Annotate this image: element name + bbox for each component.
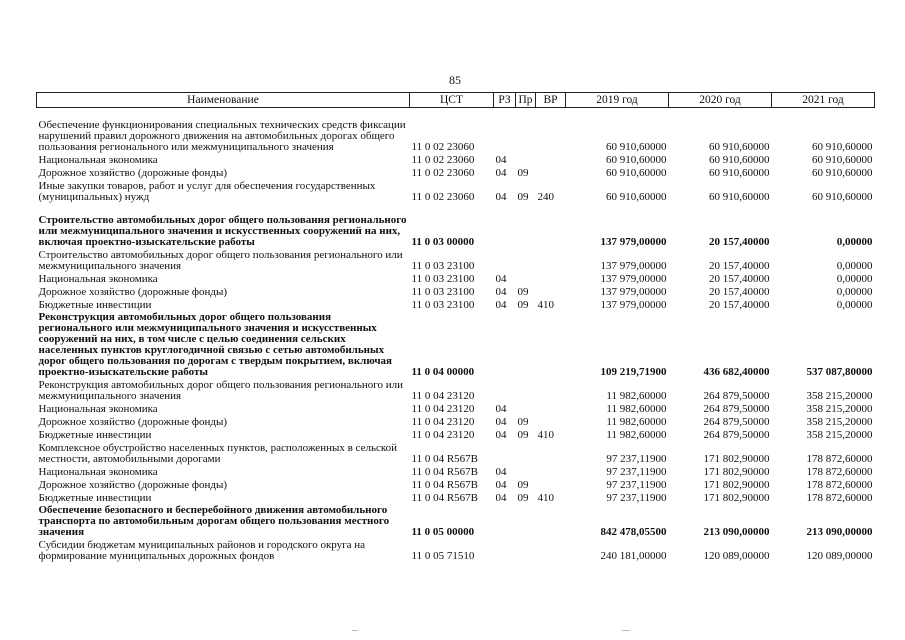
row-vr	[536, 378, 566, 402]
row-cst: 11 0 04 R567B	[411, 479, 479, 491]
row-name: Дорожное хозяйство (дорожные фонды)	[38, 167, 228, 179]
row-2021: 0,00000	[836, 286, 873, 298]
budget-table	[36, 92, 875, 562]
row-name: Строительство автомобильных дорог общего пользования регионального или межмуниципального значения и искусственных сооружений на них, включая проектно-изыскательские работы	[38, 214, 407, 248]
row-pr	[516, 272, 536, 285]
scan-mark	[352, 630, 358, 631]
row-rz: 04	[495, 466, 507, 478]
row-2021: 358 215,20000	[806, 403, 873, 415]
row-2021: 537 087,80000	[806, 366, 873, 378]
row-2021: 358 215,20000	[806, 429, 873, 441]
row-2020: 264 879,50000	[703, 416, 770, 428]
row-rz: 04	[495, 299, 507, 311]
table-row	[37, 153, 875, 166]
row-cst: 11 0 03 23100	[411, 273, 475, 285]
row-name: Реконструкция автомобильных дорог общего пользования регионального или межмуниципального значения	[38, 379, 403, 402]
row-vr: 410	[537, 299, 554, 311]
row-2021: 358 215,20000	[806, 416, 873, 428]
row-rz: 04	[495, 286, 507, 298]
table-header-row	[37, 93, 875, 108]
row-2019: 60 910,60000	[606, 167, 667, 179]
row-name: Строительство автомобильных дорог общего пользования регионального или межмуниципального значения	[38, 249, 403, 272]
row-vr	[536, 153, 566, 166]
row-2020: 20 157,40000	[709, 286, 770, 298]
table-row	[37, 298, 875, 311]
row-vr	[536, 166, 566, 179]
row-vr	[536, 108, 566, 154]
row-name: Дорожное хозяйство (дорожные фонды)	[38, 286, 228, 298]
header-pr: Пр	[516, 93, 536, 108]
row-rz: 04	[495, 403, 507, 415]
row-2021: 60 910,60000	[812, 167, 873, 179]
row-2020: 20 157,40000	[709, 260, 770, 272]
row-rz	[494, 248, 516, 272]
row-rz: 04	[495, 273, 507, 285]
header-2021: 2021 год	[772, 93, 875, 108]
table-row	[37, 272, 875, 285]
row-vr	[536, 272, 566, 285]
row-cst: 11 0 03 23100	[411, 260, 475, 272]
row-cst: 11 0 04 23120	[411, 403, 475, 415]
row-name: Национальная экономика	[38, 154, 158, 166]
row-name: Обеспечение функционирования специальных технических средств фиксации нарушений правил дорожного движения на автомобильных дорогах общего пользования регионального или межмуниципального значения	[38, 119, 406, 153]
header-vr: ВР	[536, 93, 566, 108]
table-row	[37, 478, 875, 491]
row-name: Национальная экономика	[38, 273, 158, 285]
row-2019: 60 910,60000	[606, 154, 667, 166]
table-row	[37, 465, 875, 478]
row-2020: 264 879,50000	[703, 390, 770, 402]
row-rz	[494, 108, 516, 154]
row-2019: 11 982,60000	[606, 390, 667, 402]
row-2021: 60 910,60000	[812, 191, 873, 203]
row-2021: 120 089,00000	[806, 550, 873, 562]
row-pr	[516, 465, 536, 478]
header-rz: РЗ	[494, 93, 516, 108]
row-pr	[516, 538, 536, 562]
row-cst: 11 0 02 23060	[411, 154, 475, 166]
row-pr: 09	[517, 191, 529, 203]
row-cst: 11 0 03 23100	[411, 299, 475, 311]
row-rz: 04	[495, 429, 507, 441]
row-name: Реконструкция автомобильных дорог общего пользования регионального или межмуниципального значения и искусственных сооружений на них, в том числе с целью соединения сельских населенных пунктов круглогодичной связью с сетью автомобильных дорог общего пользования по дорогам с твердым покрытием, включая проектно-изыскательские работы	[38, 311, 392, 378]
row-2019: 60 910,60000	[606, 141, 667, 153]
row-rz: 04	[495, 191, 507, 203]
row-2019: 97 237,11900	[606, 466, 667, 478]
row-2021: 60 910,60000	[812, 154, 873, 166]
row-2021: 178 872,60000	[806, 466, 873, 478]
table-row	[37, 441, 875, 465]
row-2019: 137 979,00000	[600, 260, 667, 272]
row-2020: 60 910,60000	[709, 167, 770, 179]
row-vr	[536, 504, 566, 538]
row-2021: 0,00000	[836, 236, 873, 248]
row-rz	[494, 311, 516, 378]
row-name: Субсидии бюджетам муниципальных районов и городского округа на формирование муниципальных дорожных фондов	[38, 539, 366, 562]
row-2020: 171 802,90000	[703, 479, 770, 491]
row-cst: 11 0 05 00000	[411, 526, 475, 538]
row-pr: 09	[517, 286, 529, 298]
row-2019: 137 979,00000	[600, 273, 667, 285]
row-cst: 11 0 02 23060	[411, 191, 475, 203]
row-2019: 11 982,60000	[606, 416, 667, 428]
row-pr: 09	[517, 429, 529, 441]
row-2020: 171 802,90000	[703, 492, 770, 504]
row-pr: 09	[517, 167, 529, 179]
table-row	[37, 491, 875, 504]
row-name: Бюджетные инвестиции	[38, 429, 152, 441]
row-name: Бюджетные инвестиции	[38, 492, 152, 504]
row-pr: 09	[517, 492, 529, 504]
row-pr	[516, 504, 536, 538]
row-name: Дорожное хозяйство (дорожные фонды)	[38, 416, 228, 428]
header-2020: 2020 год	[669, 93, 772, 108]
scan-mark	[622, 630, 630, 631]
row-pr: 09	[517, 299, 529, 311]
row-pr	[516, 153, 536, 166]
row-rz	[494, 378, 516, 402]
row-vr: 410	[537, 492, 554, 504]
row-2020: 120 089,00000	[703, 550, 770, 562]
row-2020: 171 802,90000	[703, 453, 770, 465]
row-2020: 20 157,40000	[709, 299, 770, 311]
row-2021: 0,00000	[836, 260, 873, 272]
row-2019: 842 478,05500	[600, 526, 667, 538]
table-row	[37, 248, 875, 272]
row-2020: 264 879,50000	[703, 429, 770, 441]
row-2020: 60 910,60000	[709, 191, 770, 203]
row-vr	[536, 248, 566, 272]
row-2019: 11 982,60000	[606, 403, 667, 415]
row-2020: 60 910,60000	[709, 154, 770, 166]
row-name: Национальная экономика	[38, 466, 158, 478]
row-vr	[536, 415, 566, 428]
header-name: Наименование	[37, 93, 410, 108]
page-number: 85	[449, 73, 461, 87]
row-cst: 11 0 04 R567B	[411, 492, 479, 504]
table-row	[37, 415, 875, 428]
row-2021: 178 872,60000	[806, 479, 873, 491]
row-rz: 04	[495, 479, 507, 491]
row-rz: 04	[495, 416, 507, 428]
row-cst: 11 0 04 23120	[411, 390, 475, 402]
row-2021: 178 872,60000	[806, 492, 873, 504]
row-cst: 11 0 04 00000	[411, 366, 475, 378]
row-rz: 04	[495, 154, 507, 166]
row-cst: 11 0 05 71510	[411, 550, 475, 562]
table-row	[37, 311, 875, 378]
row-vr: 240	[537, 191, 554, 203]
row-rz: 04	[495, 167, 507, 179]
table-row	[37, 179, 875, 203]
row-pr	[516, 311, 536, 378]
row-2020: 60 910,60000	[709, 141, 770, 153]
row-2019: 97 237,11900	[606, 479, 667, 491]
row-2020: 213 090,00000	[703, 526, 770, 538]
row-rz	[494, 504, 516, 538]
row-2021: 60 910,60000	[812, 141, 873, 153]
row-pr	[516, 441, 536, 465]
row-name: Иные закупки товаров, работ и услуг для обеспечения государственных (муниципальных) нужд	[38, 180, 376, 203]
row-2019: 109 219,71900	[600, 366, 667, 378]
row-2019: 137 979,00000	[600, 286, 667, 298]
row-cst: 11 0 02 23060	[411, 141, 475, 153]
table-row	[37, 285, 875, 298]
row-pr	[516, 248, 536, 272]
table-row	[37, 428, 875, 441]
row-vr	[536, 465, 566, 478]
row-pr	[516, 402, 536, 415]
row-rz: 04	[495, 492, 507, 504]
row-2021: 0,00000	[836, 273, 873, 285]
row-2019: 137 979,00000	[600, 299, 667, 311]
row-vr: 410	[537, 429, 554, 441]
row-pr	[516, 203, 536, 248]
row-2021: 358 215,20000	[806, 390, 873, 402]
row-2019: 240 181,00000	[600, 550, 667, 562]
row-2021: 213 090,00000	[806, 526, 873, 538]
row-2021: 0,00000	[836, 299, 873, 311]
row-2020: 20 157,40000	[709, 236, 770, 248]
row-name: Обеспечение безопасного и бесперебойного движения автомобильного транспорта по автомобильным дорогам общего пользования местного значения	[38, 504, 390, 538]
row-vr	[536, 402, 566, 415]
row-2019: 97 237,11900	[606, 453, 667, 465]
row-name: Комплексное обустройство населенных пунктов, расположенных в сельской местности, автомобильными дорогами	[38, 442, 398, 465]
row-rz	[494, 203, 516, 248]
table-row	[37, 203, 875, 248]
row-name: Национальная экономика	[38, 403, 158, 415]
table-row	[37, 402, 875, 415]
row-2020: 171 802,90000	[703, 466, 770, 478]
row-rz	[494, 538, 516, 562]
row-vr	[536, 311, 566, 378]
row-cst: 11 0 04 R567B	[411, 453, 479, 465]
row-vr	[536, 203, 566, 248]
row-cst: 11 0 04 23120	[411, 416, 475, 428]
row-cst: 11 0 03 00000	[411, 236, 475, 248]
row-2020: 436 682,40000	[703, 366, 770, 378]
row-pr	[516, 378, 536, 402]
row-vr	[536, 478, 566, 491]
row-cst: 11 0 04 R567B	[411, 466, 479, 478]
row-pr: 09	[517, 416, 529, 428]
row-2020: 264 879,50000	[703, 403, 770, 415]
row-pr	[516, 108, 536, 154]
table-row	[37, 108, 875, 154]
table-row	[37, 538, 875, 562]
header-cst: ЦСТ	[410, 93, 494, 108]
row-name: Дорожное хозяйство (дорожные фонды)	[38, 479, 228, 491]
row-rz	[494, 441, 516, 465]
row-cst: 11 0 02 23060	[411, 167, 475, 179]
row-name: Бюджетные инвестиции	[38, 299, 152, 311]
row-2019: 97 237,11900	[606, 492, 667, 504]
row-2021: 178 872,60000	[806, 453, 873, 465]
row-2019: 11 982,60000	[606, 429, 667, 441]
row-cst: 11 0 04 23120	[411, 429, 475, 441]
row-2019: 60 910,60000	[606, 191, 667, 203]
row-pr: 09	[517, 479, 529, 491]
table-row	[37, 378, 875, 402]
row-2019: 137 979,00000	[600, 236, 667, 248]
row-2020: 20 157,40000	[709, 273, 770, 285]
row-vr	[536, 441, 566, 465]
table-row	[37, 504, 875, 538]
row-vr	[536, 285, 566, 298]
row-vr	[536, 538, 566, 562]
header-2019: 2019 год	[566, 93, 669, 108]
table-row	[37, 166, 875, 179]
row-cst: 11 0 03 23100	[411, 286, 475, 298]
